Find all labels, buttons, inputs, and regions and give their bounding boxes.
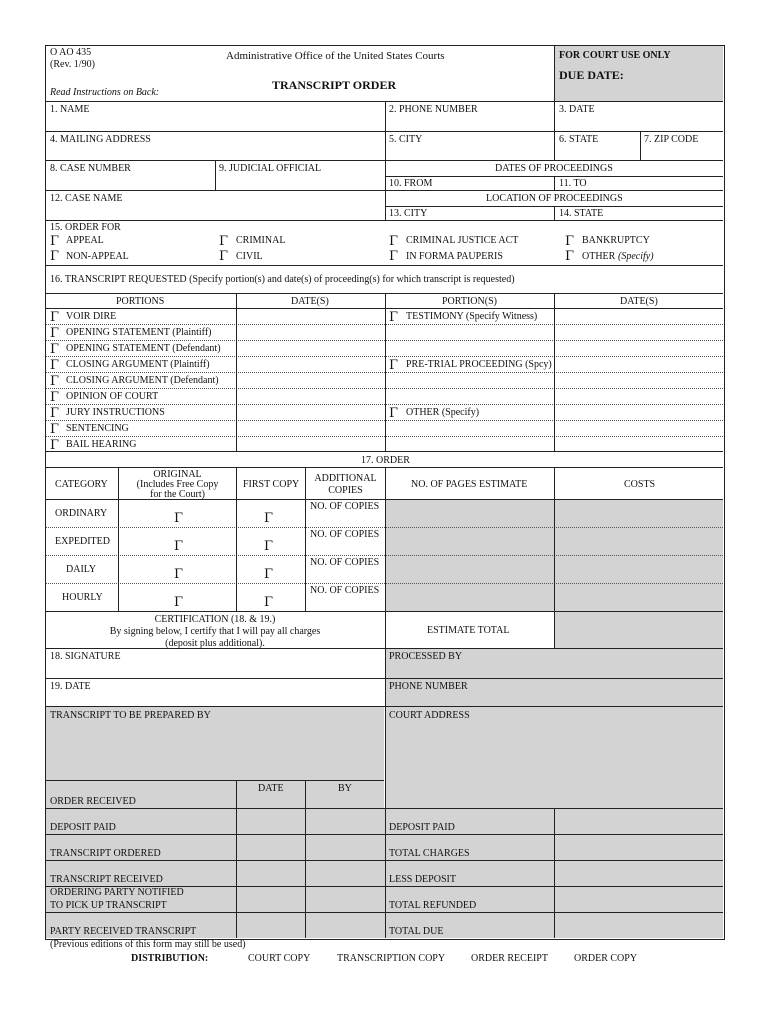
bankruptcy-label: BANKRUPTCY [582, 235, 650, 246]
dates-header: DATE(S) [291, 296, 329, 307]
date-column-header: DATE [258, 783, 284, 794]
estimate-total-label: ESTIMATE TOTAL [427, 625, 510, 636]
sign-date-field[interactable]: 19. DATE [50, 681, 91, 692]
pages-estimate-header: NO. OF PAGES ESTIMATE [411, 479, 528, 490]
ifp-label: IN FORMA PAUPERIS [406, 251, 503, 262]
portion-label: CLOSING ARGUMENT (Plaintiff) [66, 359, 210, 370]
order-receipt-label: ORDER RECEIPT [471, 953, 548, 964]
pretrial-checkbox[interactable]: Γ [389, 358, 399, 373]
signature-field[interactable]: 18. SIGNATURE [50, 651, 121, 662]
state-field[interactable]: 6. STATE [559, 134, 599, 145]
other-label: OTHER [582, 251, 616, 262]
total-refunded-label: TOTAL REFUNDED [389, 900, 477, 911]
first-copy-checkbox[interactable]: Γ [264, 511, 274, 526]
dates-header-right: DATE(S) [620, 296, 658, 307]
criminal-checkbox[interactable]: Γ [219, 234, 229, 249]
civil-label: CIVIL [236, 251, 263, 262]
first-copy-checkbox[interactable]: Γ [264, 567, 274, 582]
no-of-copies-field[interactable]: NO. OF COPIES [310, 585, 380, 596]
less-deposit-label: LESS DEPOSIT [389, 874, 456, 885]
due-date-label: DUE DATE: [559, 68, 624, 82]
form-title: TRANSCRIPT ORDER [272, 78, 397, 92]
portion-label: BAIL HEARING [66, 439, 137, 450]
first-copy-checkbox[interactable]: Γ [264, 539, 274, 554]
court-address-label: COURT ADDRESS [389, 710, 470, 721]
original-checkbox[interactable]: Γ [174, 567, 184, 582]
category-row-label: DAILY [66, 564, 97, 575]
portion-checkbox[interactable]: Γ [50, 406, 60, 421]
category-row-label: HOURLY [62, 592, 103, 603]
ifp-checkbox[interactable]: Γ [389, 249, 399, 264]
by-column-header: BY [338, 783, 352, 794]
testimony-checkbox[interactable]: Γ [389, 310, 399, 325]
prepared-by-label: TRANSCRIPT TO BE PREPARED BY [50, 710, 211, 721]
cja-label: CRIMINAL JUSTICE ACT [406, 235, 519, 246]
original-checkbox[interactable]: Γ [174, 511, 184, 526]
court-phone-label: PHONE NUMBER [389, 681, 468, 692]
portion-label: OPENING STATEMENT (Plaintiff) [66, 327, 212, 338]
appeal-checkbox[interactable]: Γ [50, 234, 60, 249]
costs-header: COSTS [624, 479, 656, 490]
testimony-label: TESTIMONY (Specify Witness) [406, 311, 538, 322]
order-received-label: ORDER RECEIVED [50, 796, 136, 807]
category-header: CATEGORY [55, 479, 108, 490]
from-field[interactable]: 10. FROM [389, 178, 433, 189]
portion-checkbox[interactable]: Γ [50, 342, 60, 357]
date-field[interactable]: 3. DATE [559, 104, 595, 115]
category-row-label: ORDINARY [55, 508, 108, 519]
portion-checkbox[interactable]: Γ [50, 374, 60, 389]
pick-up-label: TO PICK UP TRANSCRIPT [50, 900, 167, 911]
portion-checkbox[interactable]: Γ [50, 390, 60, 405]
form-revision: (Rev. 1/90) [50, 59, 95, 70]
other-checkbox[interactable]: Γ [565, 249, 575, 264]
other-portion-label: OTHER (Specify) [406, 407, 480, 418]
portion-label: CLOSING ARGUMENT (Defendant) [66, 375, 219, 386]
city-field[interactable]: 5. CITY [389, 134, 423, 145]
party-notified-label: ORDERING PARTY NOTIFIED [50, 887, 184, 898]
portion-checkbox[interactable]: Γ [50, 438, 60, 453]
no-of-copies-field[interactable]: NO. OF COPIES [310, 557, 380, 568]
other-portion-checkbox[interactable]: Γ [389, 406, 399, 421]
first-copy-checkbox[interactable]: Γ [264, 595, 274, 610]
portions-header: PORTIONS [116, 296, 165, 307]
cja-checkbox[interactable]: Γ [389, 234, 399, 249]
transcript-requested-label: 16. TRANSCRIPT REQUESTED (Specify portion(s) and date(s) of proceeding(s) for which transcript is requested) [50, 274, 515, 285]
portion-checkbox[interactable]: Γ [50, 326, 60, 341]
transcription-copy-label: TRANSCRIPTION COPY [337, 953, 446, 964]
civil-checkbox[interactable]: Γ [219, 249, 229, 264]
agency-name: Administrative Office of the United States Courts [226, 50, 445, 62]
location-city-field[interactable]: 13. CITY [389, 208, 428, 219]
zip-field[interactable]: 7. ZIP CODE [644, 134, 699, 145]
name-field[interactable]: 1. NAME [50, 104, 90, 115]
portion-label: JURY INSTRUCTIONS [66, 407, 165, 418]
deposit-paid-right-label: DEPOSIT PAID [389, 822, 455, 833]
deposit-paid-label: DEPOSIT PAID [50, 822, 116, 833]
portion-checkbox[interactable]: Γ [50, 310, 60, 325]
portion-checkbox[interactable]: Γ [50, 358, 60, 373]
transcript-ordered-label: TRANSCRIPT ORDERED [50, 848, 161, 859]
first-copy-header: FIRST COPY [243, 479, 300, 490]
transcript-received-label: TRANSCRIPT RECEIVED [50, 874, 163, 885]
dates-of-proceedings-label: DATES OF PROCEEDINGS [495, 163, 613, 174]
certification-block: CERTIFICATION (18. & 19.) By signing below, I certify that I will pay all charges (deposit plus additional). [109, 614, 321, 649]
order-for-label: 15. ORDER FOR [50, 222, 121, 233]
original-checkbox[interactable]: Γ [174, 539, 184, 554]
distribution-label: DISTRIBUTION: [131, 953, 209, 964]
original-header: ORIGINAL (Includes Free Copy for the Court) [136, 469, 219, 500]
non-appeal-label: NON-APPEAL [66, 251, 129, 262]
portion-label: OPENING STATEMENT (Defendant) [66, 343, 221, 354]
additional-copies-header: ADDITIONAL COPIES [314, 473, 377, 496]
bankruptcy-checkbox[interactable]: Γ [565, 234, 575, 249]
location-state-field[interactable]: 14. STATE [559, 208, 604, 219]
other-specify: (Specify) [618, 251, 654, 262]
non-appeal-checkbox[interactable]: Γ [50, 249, 60, 264]
portion-label: OPINION OF COURT [66, 391, 159, 402]
no-of-copies-field[interactable]: NO. OF COPIES [310, 501, 380, 512]
portion-header: PORTION(S) [442, 296, 497, 307]
no-of-copies-field[interactable]: NO. OF COPIES [310, 529, 380, 540]
original-checkbox[interactable]: Γ [174, 595, 184, 610]
court-use-label: FOR COURT USE ONLY [559, 50, 671, 61]
previous-editions-note: (Previous editions of this form may still be used) [50, 939, 246, 950]
case-number-field[interactable]: 8. CASE NUMBER [50, 163, 131, 174]
criminal-label: CRIMINAL [236, 235, 286, 246]
mailing-address-field[interactable]: 4. MAILING ADDRESS [50, 134, 151, 145]
phone-field[interactable]: 2. PHONE NUMBER [389, 104, 478, 115]
to-field[interactable]: 11. TO [559, 178, 587, 189]
court-copy-label: COURT COPY [248, 953, 311, 964]
location-label: LOCATION OF PROCEEDINGS [486, 193, 623, 204]
party-received-label: PARTY RECEIVED TRANSCRIPT [50, 926, 197, 937]
form-id: O AO 435 [50, 47, 92, 58]
instructions-note: Read Instructions on Back: [50, 87, 160, 98]
portion-label: SENTENCING [66, 423, 129, 434]
appeal-label: APPEAL [66, 235, 104, 246]
total-due-label: TOTAL DUE [389, 926, 444, 937]
portion-checkbox[interactable]: Γ [50, 422, 60, 437]
order-section-label: 17. ORDER [361, 455, 410, 466]
total-charges-label: TOTAL CHARGES [389, 848, 470, 859]
case-name-field[interactable]: 12. CASE NAME [50, 193, 123, 204]
pretrial-label: PRE-TRIAL PROCEEDING (Spcy) [406, 359, 552, 370]
processed-by-label: PROCESSED BY [389, 651, 463, 662]
judicial-official-field[interactable]: 9. JUDICIAL OFFICIAL [219, 163, 322, 174]
category-row-label: EXPEDITED [55, 536, 110, 547]
order-copy-label: ORDER COPY [574, 953, 638, 964]
portion-label: VOIR DIRE [66, 311, 117, 322]
